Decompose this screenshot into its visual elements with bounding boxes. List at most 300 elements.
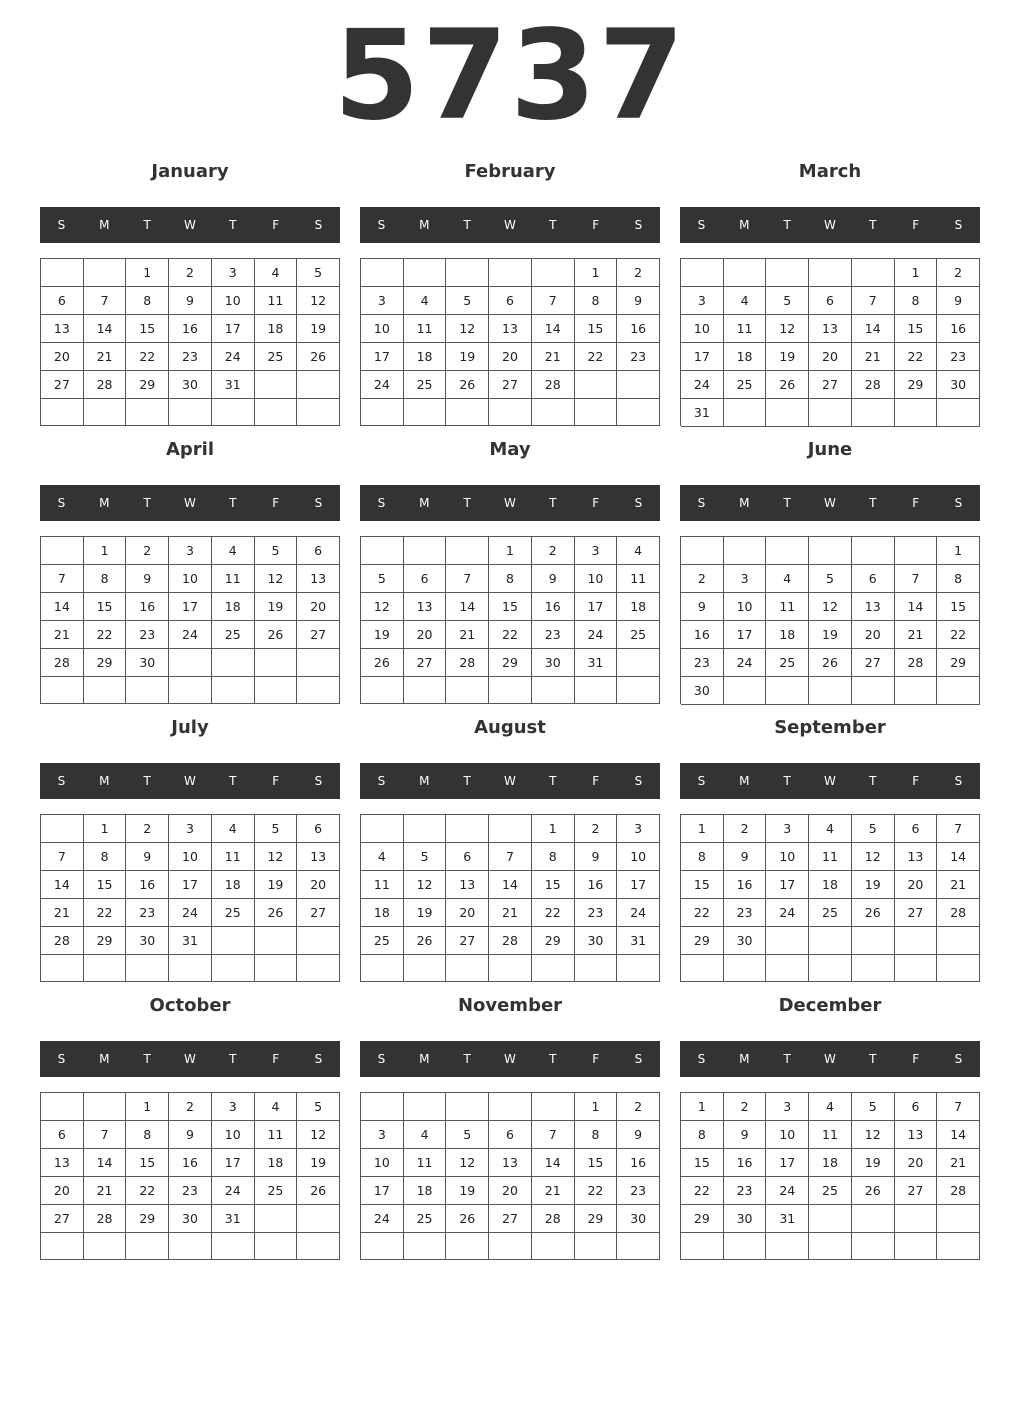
day-cell: 27 [297,899,340,927]
day-cell: 12 [297,287,340,315]
day-cell: 26 [361,649,404,677]
day-cell: 8 [126,1121,169,1149]
month-name: May [489,439,531,460]
day-cell: 23 [169,1177,212,1205]
day-cell: 7 [446,565,489,593]
day-cell: 21 [84,343,127,371]
empty-cell [255,371,298,399]
day-cell: 28 [937,899,980,927]
day-cell: 3 [575,537,618,565]
day-cell: 27 [297,621,340,649]
weekday-label: M [739,218,750,232]
day-cell: 7 [489,843,532,871]
day-cell: 19 [809,621,852,649]
weekday-label: T [229,496,237,510]
day-cell: 16 [617,1149,660,1177]
day-cell: 14 [895,593,938,621]
month-name: July [171,717,209,738]
empty-cell [489,259,532,287]
day-cell: 7 [532,287,575,315]
day-cell: 2 [681,565,724,593]
day-cell: 12 [297,1121,340,1149]
day-cell: 9 [617,1121,660,1149]
day-cell: 15 [126,315,169,343]
day-cell: 5 [446,1121,489,1149]
weekday-label: M [99,496,110,510]
empty-cell [575,371,618,399]
empty-cell [617,399,660,426]
day-cell: 27 [852,649,895,677]
day-cell: 3 [169,815,212,843]
day-cell: 16 [575,871,618,899]
day-cell: 23 [617,1177,660,1205]
day-cell: 30 [532,649,575,677]
day-cell: 6 [446,843,489,871]
day-grid [40,536,340,704]
empty-cell [212,399,255,426]
day-cell: 25 [724,371,767,399]
weekday-label: S [954,218,963,232]
day-cell: 28 [937,1177,980,1205]
day-cell: 18 [212,593,255,621]
day-cell: 21 [937,1149,980,1177]
day-cell: 13 [41,1149,84,1177]
day-cell: 17 [212,1149,255,1177]
day-cell: 22 [895,343,938,371]
day-cell: 3 [681,287,724,315]
day-cell: 7 [937,1093,980,1121]
day-cell: 17 [766,1149,809,1177]
empty-cell [532,677,575,704]
day-grid [680,814,980,982]
day-cell: 5 [297,1093,340,1121]
weekday-label: M [99,774,110,788]
day-cell: 24 [766,899,809,927]
empty-cell [169,649,212,677]
empty-cell [489,1093,532,1121]
day-cell: 24 [724,649,767,677]
weekday-header [680,1041,980,1077]
empty-cell [297,371,340,399]
day-cell: 21 [41,621,84,649]
day-cell: 1 [489,537,532,565]
day-cell: 14 [852,315,895,343]
day-cell: 27 [895,899,938,927]
weekday-label: M [419,218,430,232]
day-grid [40,1092,340,1260]
weekday-label: T [549,1052,557,1066]
weekday-label: T [143,218,151,232]
weekday-label: S [697,218,706,232]
day-cell: 27 [489,1205,532,1233]
weekday-label: S [697,774,706,788]
day-cell: 5 [852,815,895,843]
empty-cell [617,371,660,399]
month-name: March [798,161,862,182]
weekday-label: W [184,496,196,510]
day-cell: 12 [361,593,404,621]
day-cell: 9 [575,843,618,871]
empty-cell [895,1233,938,1260]
weekday-label: S [314,218,323,232]
day-cell: 1 [126,1093,169,1121]
empty-cell [404,955,447,982]
day-cell: 23 [169,343,212,371]
empty-cell [361,677,404,704]
weekday-header [40,763,340,799]
day-cell: 29 [84,927,127,955]
day-cell: 21 [937,871,980,899]
day-cell: 30 [575,927,618,955]
weekday-label: T [463,774,471,788]
day-cell: 17 [724,621,767,649]
month-name: January [151,161,229,182]
day-cell: 18 [724,343,767,371]
weekday-label: F [592,218,600,232]
empty-cell [809,955,852,982]
day-cell: 23 [617,343,660,371]
empty-cell [84,955,127,982]
day-cell: 18 [255,1149,298,1177]
weekday-label: M [99,218,110,232]
day-cell: 7 [84,1121,127,1149]
day-cell: 13 [489,315,532,343]
day-cell: 28 [532,371,575,399]
empty-cell [852,537,895,565]
empty-cell [937,955,980,982]
empty-cell [575,677,618,704]
empty-cell [617,955,660,982]
empty-cell [724,1233,767,1260]
weekday-label: S [57,1052,66,1066]
weekday-label: S [954,774,963,788]
empty-cell [297,927,340,955]
day-cell: 2 [724,1093,767,1121]
empty-cell [404,399,447,426]
empty-cell [361,815,404,843]
day-cell: 14 [446,593,489,621]
weekday-label: S [634,1052,643,1066]
empty-cell [895,537,938,565]
day-cell: 23 [681,649,724,677]
weekday-label: W [824,496,836,510]
day-cell: 7 [532,1121,575,1149]
day-cell: 25 [404,1205,447,1233]
weekday-label: F [592,1052,600,1066]
empty-cell [617,677,660,704]
day-cell: 16 [617,315,660,343]
day-cell: 4 [255,1093,298,1121]
day-cell: 14 [937,843,980,871]
empty-cell [84,399,127,426]
day-cell: 12 [766,315,809,343]
day-grid [360,1092,660,1260]
empty-cell [937,399,980,427]
day-cell: 10 [724,593,767,621]
empty-cell [41,1093,84,1121]
weekday-header [40,207,340,243]
day-cell: 7 [41,843,84,871]
weekday-label: M [419,1052,430,1066]
day-cell: 4 [212,815,255,843]
empty-cell [255,955,298,982]
day-cell: 20 [489,343,532,371]
weekday-label: S [57,496,66,510]
day-cell: 10 [169,565,212,593]
month-name: September [774,717,886,738]
empty-cell [681,955,724,982]
day-cell: 9 [724,1121,767,1149]
day-cell: 14 [532,1149,575,1177]
empty-cell [724,677,767,705]
month-name: April [165,439,215,460]
empty-cell [41,1233,84,1260]
day-cell: 10 [212,1121,255,1149]
day-cell: 11 [809,1121,852,1149]
day-cell: 20 [895,1149,938,1177]
day-cell: 3 [724,565,767,593]
empty-cell [126,1233,169,1260]
weekday-label: S [697,1052,706,1066]
day-cell: 2 [575,815,618,843]
day-cell: 10 [212,287,255,315]
day-cell: 27 [404,649,447,677]
day-cell: 14 [532,315,575,343]
day-cell: 27 [446,927,489,955]
day-cell: 28 [84,1205,127,1233]
day-cell: 8 [681,843,724,871]
day-cell: 29 [937,649,980,677]
weekday-header [680,763,980,799]
empty-cell [169,677,212,704]
weekday-label: M [739,1052,750,1066]
empty-cell [766,955,809,982]
month-name: October [149,995,231,1016]
day-cell: 11 [212,565,255,593]
empty-cell [766,537,809,565]
day-cell: 24 [361,1205,404,1233]
day-cell: 9 [532,565,575,593]
day-cell: 21 [895,621,938,649]
day-cell: 8 [489,565,532,593]
day-cell: 16 [724,1149,767,1177]
day-cell: 13 [895,843,938,871]
empty-cell [404,677,447,704]
day-cell: 30 [126,649,169,677]
weekday-label: S [377,1052,386,1066]
empty-cell [489,955,532,982]
day-cell: 31 [681,399,724,427]
day-cell: 5 [446,287,489,315]
day-cell: 15 [895,315,938,343]
day-cell: 19 [255,593,298,621]
weekday-label: S [954,496,963,510]
day-cell: 30 [681,677,724,705]
day-cell: 11 [766,593,809,621]
day-cell: 22 [681,899,724,927]
day-cell: 15 [532,871,575,899]
day-cell: 15 [937,593,980,621]
day-cell: 13 [297,565,340,593]
day-cell: 8 [895,287,938,315]
day-cell: 19 [852,1149,895,1177]
day-cell: 22 [84,621,127,649]
day-cell: 14 [41,593,84,621]
day-cell: 2 [169,1093,212,1121]
day-grid [680,258,980,426]
day-grid [360,814,660,982]
weekday-label: T [869,1052,877,1066]
day-cell: 22 [489,621,532,649]
weekday-label: F [912,496,920,510]
day-cell: 1 [681,1093,724,1121]
weekday-label: F [272,218,280,232]
day-cell: 15 [489,593,532,621]
weekday-label: F [272,496,280,510]
month-name: December [778,995,882,1016]
day-cell: 21 [532,1177,575,1205]
weekday-label: T [229,218,237,232]
weekday-label: T [549,218,557,232]
day-cell: 28 [489,927,532,955]
empty-cell [489,399,532,426]
day-cell: 11 [724,315,767,343]
day-grid [680,1092,980,1260]
empty-cell [681,537,724,565]
day-cell: 4 [255,259,298,287]
day-cell: 16 [532,593,575,621]
empty-cell [766,927,809,955]
day-cell: 23 [724,1177,767,1205]
empty-cell [361,399,404,426]
day-cell: 9 [724,843,767,871]
day-cell: 9 [169,287,212,315]
day-cell: 31 [617,927,660,955]
day-cell: 19 [255,871,298,899]
weekday-label: W [824,1052,836,1066]
day-cell: 11 [212,843,255,871]
day-cell: 30 [937,371,980,399]
empty-cell [852,1205,895,1233]
empty-cell [84,1233,127,1260]
weekday-label: F [592,496,600,510]
weekday-header [40,1041,340,1077]
weekday-label: M [99,1052,110,1066]
empty-cell [724,399,767,427]
empty-cell [361,1093,404,1121]
weekday-header [360,763,660,799]
day-cell: 25 [212,621,255,649]
day-cell: 23 [126,621,169,649]
day-cell: 13 [895,1121,938,1149]
day-cell: 5 [852,1093,895,1121]
day-cell: 20 [895,871,938,899]
day-cell: 5 [809,565,852,593]
day-cell: 25 [361,927,404,955]
day-cell: 10 [681,315,724,343]
empty-cell [532,1093,575,1121]
day-cell: 14 [41,871,84,899]
weekday-label: S [377,218,386,232]
weekday-label: W [504,1052,516,1066]
day-cell: 12 [852,1121,895,1149]
day-cell: 26 [255,621,298,649]
day-cell: 10 [361,1149,404,1177]
weekday-label: W [184,1052,196,1066]
weekday-label: S [314,774,323,788]
day-cell: 17 [617,871,660,899]
day-cell: 9 [617,287,660,315]
day-cell: 14 [84,315,127,343]
day-cell: 20 [297,871,340,899]
day-cell: 3 [212,259,255,287]
day-cell: 12 [255,565,298,593]
day-cell: 21 [852,343,895,371]
day-cell: 26 [852,1177,895,1205]
day-cell: 29 [681,1205,724,1233]
day-cell: 2 [617,259,660,287]
day-cell: 18 [809,871,852,899]
day-cell: 21 [532,343,575,371]
day-cell: 21 [41,899,84,927]
day-cell: 30 [724,927,767,955]
empty-cell [489,815,532,843]
day-cell: 3 [212,1093,255,1121]
day-cell: 2 [532,537,575,565]
day-cell: 6 [41,1121,84,1149]
day-cell: 2 [169,259,212,287]
weekday-header [680,485,980,521]
weekday-label: T [869,218,877,232]
empty-cell [937,1205,980,1233]
day-cell: 19 [297,1149,340,1177]
day-cell: 6 [489,287,532,315]
month-name: November [457,995,563,1016]
day-cell: 6 [489,1121,532,1149]
empty-cell [212,927,255,955]
weekday-label: S [314,496,323,510]
day-cell: 17 [766,871,809,899]
day-cell: 4 [766,565,809,593]
empty-cell [809,537,852,565]
empty-cell [84,259,127,287]
day-cell: 4 [404,1121,447,1149]
empty-cell [41,677,84,704]
empty-cell [41,259,84,287]
day-cell: 8 [937,565,980,593]
day-cell: 7 [41,565,84,593]
day-cell: 25 [809,1177,852,1205]
day-cell: 26 [297,343,340,371]
day-cell: 16 [937,315,980,343]
month-name: February [464,161,556,182]
day-grid [40,814,340,982]
day-cell: 20 [41,343,84,371]
empty-cell [809,927,852,955]
day-cell: 3 [766,1093,809,1121]
empty-cell [766,1233,809,1260]
weekday-label: W [824,218,836,232]
day-cell: 21 [446,621,489,649]
day-cell: 8 [532,843,575,871]
day-cell: 30 [126,927,169,955]
empty-cell [724,537,767,565]
day-cell: 12 [852,843,895,871]
day-cell: 28 [84,371,127,399]
empty-cell [126,955,169,982]
empty-cell [766,399,809,427]
day-cell: 26 [446,371,489,399]
